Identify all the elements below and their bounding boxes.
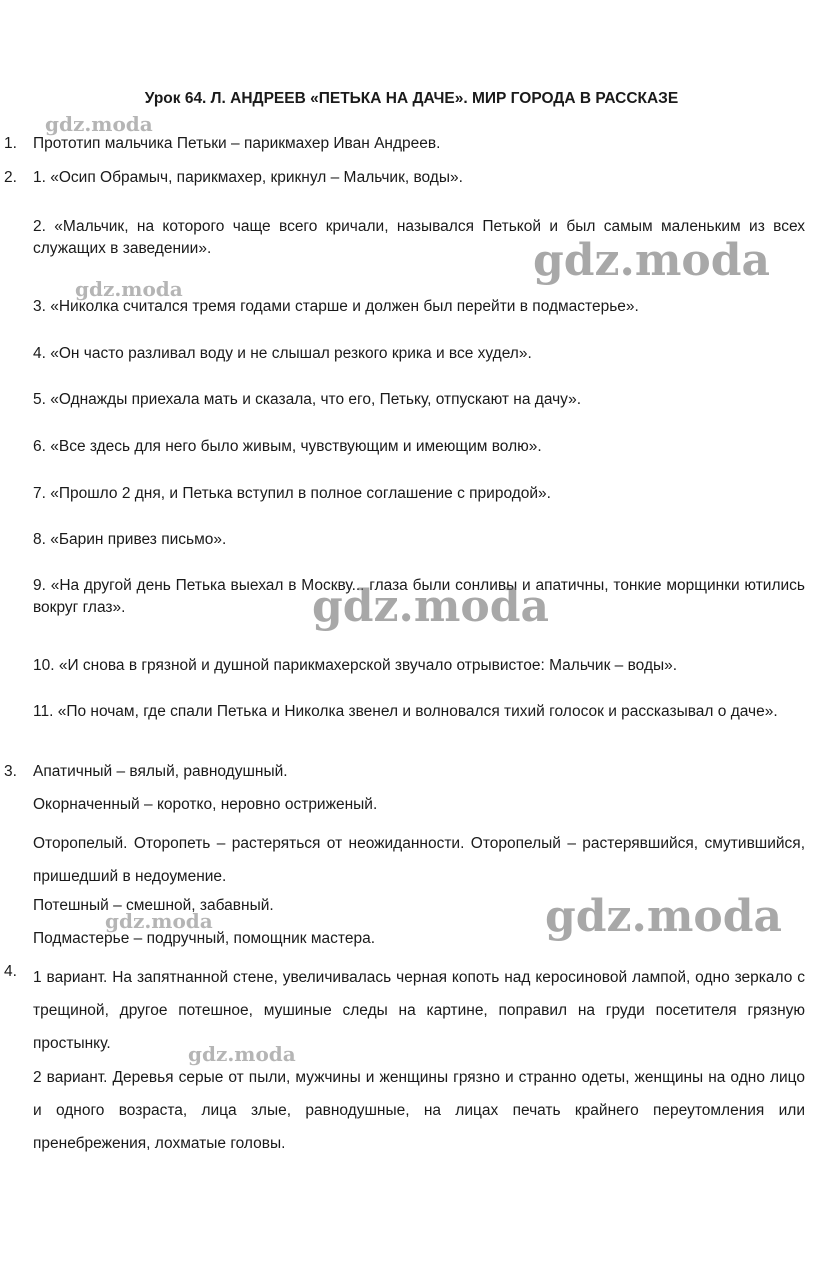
watermark-5: gdz.moda	[105, 909, 213, 933]
item-4-line-2: 2 вариант. Деревья серые от пыли, мужчины и женщины грязно и странно одеты, женщины на одно лицо и одного возраста, лица злые, равнодушные, на лицах печать крайнего переутомления или пренебрежения, лохматые головы.	[33, 1069, 805, 1152]
watermark-1: gdz.moda	[45, 112, 153, 136]
watermark-4: gdz.moda	[312, 581, 550, 632]
item-3-line-4: Потешный – смешной, забавный.	[33, 897, 274, 914]
item-2-line-1: 1. «Осип Обрамыч, парикмахер, крикнул – Мальчик, воды».	[33, 169, 463, 186]
watermark-7: gdz.moda	[188, 1042, 296, 1066]
page-title: Урок 64. Л. АНДРЕЕВ «ПЕТЬКА НА ДАЧЕ». МИР ГОРОДА В РАССКАЗЕ	[144, 90, 679, 107]
item-2-line-3: 3. «Николка считался тремя годами старше и должен был перейти в подмастерье».	[33, 298, 639, 315]
item-2-line-7: 7. «Прошло 2 дня, и Петька вступил в полное соглашение с природой».	[33, 485, 551, 502]
item-2-line-6: 6. «Все здесь для него было живым, чувствующим и имеющим волю».	[33, 438, 542, 455]
item-2-line-8: 8. «Барин привез письмо».	[33, 531, 227, 548]
item-2-line-11: 11. «По ночам, где спали Петька и Николка звенел и волновался тихий голосок и рассказывал о даче».	[33, 703, 778, 720]
watermark-2: gdz.moda	[533, 235, 771, 286]
item-2-line-5: 5. «Однажды приехала мать и сказала, что его, Петьку, отпускают на дачу».	[33, 391, 582, 408]
item-2-line-9: 9. «На другой день Петька выехал в Москву... глаза были сонливы и апатичны, тонкие морщинки ютились вокруг глаз».	[33, 577, 805, 616]
item-2-line-10: 10. «И снова в грязной и душной парикмахерской звучало отрывистое: Мальчик – воды».	[33, 657, 678, 674]
item-number-3: 3.	[4, 763, 17, 780]
item-3-line-2: Окорначенный – коротко, неровно остриженый.	[33, 796, 378, 813]
watermark-3: gdz.moda	[75, 277, 183, 301]
item-3-line-3: Оторопелый. Оторопеть – растеряться от неожиданности. Оторопелый – растерявшийся, смутившийся, пришедший в недоумение.	[33, 835, 805, 885]
item-number-2: 2.	[4, 169, 17, 186]
item-4-line-1: 1 вариант. На запятнанной стене, увеличивалась черная копоть над керосиновой лампой, одно зеркало с трещиной, другое потешное, мушиные следы на картине, поправил на груди посетителя грязную простынку.	[33, 969, 805, 1052]
item-1-text: Прототип мальчика Петьки – парикмахер Иван Андреев.	[33, 135, 441, 152]
item-2-line-4: 4. «Он часто разливал воду и не слышал резкого крика и все худел».	[33, 345, 532, 362]
item-3-line-5: Подмастерье – подручный, помощник мастера.	[33, 930, 376, 947]
watermark-6: gdz.moda	[545, 891, 783, 942]
item-number-1: 1.	[4, 135, 17, 152]
item-3-line-1: Апатичный – вялый, равнодушный.	[33, 763, 288, 780]
item-number-4: 4.	[4, 963, 17, 980]
item-2-line-2: 2. «Мальчик, на которого чаще всего кричали, назывался Петькой и был самым маленьким из всех служащих в заведении».	[33, 218, 805, 257]
